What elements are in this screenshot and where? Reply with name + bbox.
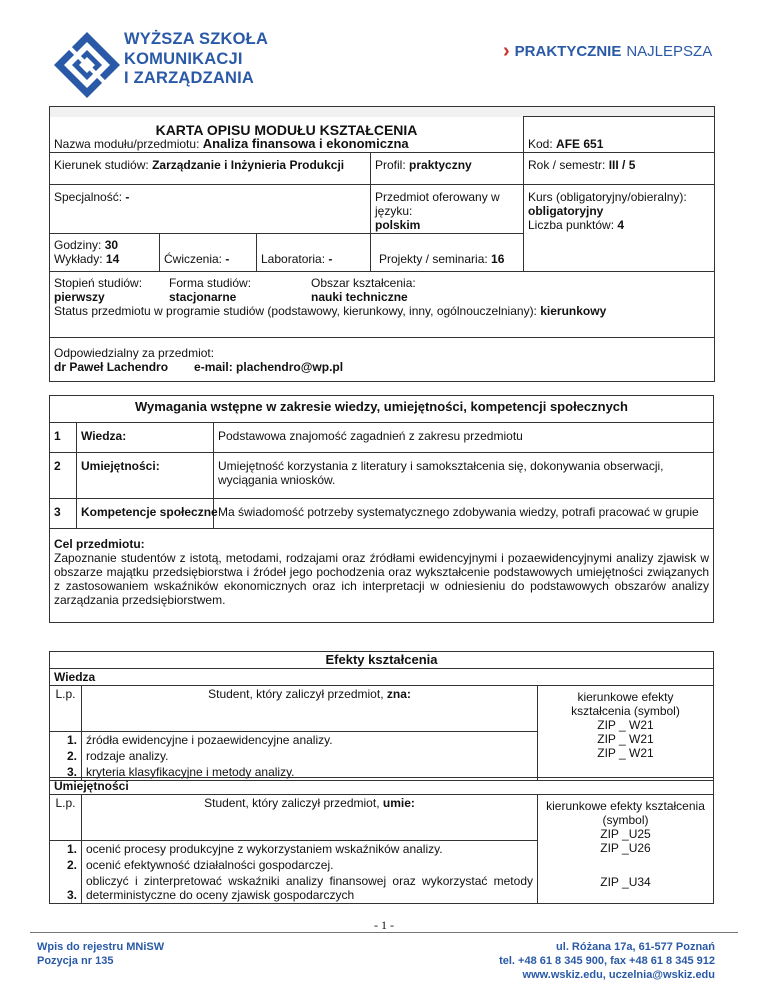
skills-heading: Umiejętności [54,779,129,793]
code-value: AFE 651 [556,137,604,151]
card-title: KARTA OPISU MODUŁU KSZTAŁCENIA [155,121,418,138]
language-value: polskim [375,218,421,232]
degree-label: Stopień studiów: [54,276,143,290]
knowledge-effects-table [49,651,714,781]
skills-text: obliczyć i zinterpretować wskaźniki analizy finansowej oraz wykorzystać metody deterministyczne do oceny zjawisk gospodarczych [82,873,538,904]
footer-registry-line2: Pozycja nr 135 [37,955,114,967]
responsible-label: Odpowiedzialny za przedmiot: [54,346,215,360]
skills-lp: L.p. [50,795,82,841]
knowledge-symbol-header: kierunkowe efekty kształcenia (symbol) [571,690,680,718]
skills-student-verb: umie: [382,796,415,810]
knowledge-student-header [82,686,538,732]
lab-label: Laboratoria: [261,252,329,266]
year-label: Rok / semestr: [528,158,609,172]
spec-cell [50,185,371,234]
points-value: 4 [617,218,625,232]
skills-symbol-cell [538,795,714,904]
knowledge-num: 1. [66,733,77,747]
hours-value: 30 [104,238,119,252]
area-value: nauki techniczne [311,290,408,304]
status-label: Status przedmiotu w programie studiów (podstawowy, kierunkowy, inny, ogólnouczelniany): [54,304,541,318]
hours-cell [50,234,160,272]
effects-title: Efekty kształcenia [50,652,714,669]
skills-num: 2. [66,858,77,872]
degree-block [54,276,169,304]
footer-contact [499,940,715,982]
knowledge-num: 2. [66,749,77,763]
school-name-line2: KOMUNIKACJI [124,49,243,68]
skills-effects-table [49,777,714,904]
skills-text: ocenić procesy produkcyjne z wykorzystaniem wskaźników analizy. [82,841,538,858]
school-name-line1: WYŻSZA SZKOŁA [124,30,269,48]
profile-label: Profil: [375,158,410,172]
chevron-right-icon: › [503,40,510,62]
requirement-label: Kompetencje społeczne [81,505,218,519]
knowledge-num: 3. [66,765,77,779]
knowledge-text: źródła ewidencyjne i pozaewidencyjne analizy. [82,732,538,749]
degree-status-cell [50,272,715,338]
spec-label: Specjalność: [54,190,126,204]
skills-symbol-header: kierunkowe efekty kształcenia (symbol) [546,799,705,827]
lectures-label: Wykłady: [54,252,106,266]
degree-value: pierwszy [54,290,105,304]
knowledge-symbol: ZIP _ W21 [597,718,654,732]
year-value: III / 5 [608,158,636,172]
area-label: Obszar kształcenia: [311,276,416,290]
skills-num: 3. [66,888,77,902]
school-name [124,30,268,89]
lectures-value: 14 [105,252,120,266]
requirement-num: 3 [54,505,61,519]
knowledge-text: rodzaje analizy. [82,748,538,764]
lab-value: - [328,252,333,266]
lab-cell [257,234,371,272]
requirement-label: Umiejętności: [81,459,160,473]
knowledge-text: kryteria klasyfikacyjne i metody analizy. [82,764,538,781]
field-label: Kierunek studiów: [54,158,153,172]
points-label: Liczba punktów: [528,218,618,232]
footer-divider [30,932,738,933]
skills-text: ocenić efektywność działalności gospodarczej. [82,857,538,873]
requirement-text: Ma świadomość potrzeby systematycznego zdobywania wiedzy, potrafi pracować w grupie [214,499,714,529]
year-cell [524,153,715,185]
page-number: - 1 - [374,918,394,932]
knowledge-symbol-cell [538,686,714,781]
code-cell [524,117,715,153]
school-logo-icon [52,30,122,100]
slogan-bold: PRAKTYCZNIE [514,43,622,60]
skills-student-prefix: Student, który zaliczył przedmiot, [204,796,383,810]
requirement-text: Umiejętność korzystania z literatury i samokształcenia się, dokonywania obserwacji, wyciągania wniosków. [214,453,714,499]
projects-label: Projekty / seminaria: [379,252,492,266]
course-cell [524,185,715,272]
module-name-value: Analiza finansowa i ekonomiczna [202,135,409,151]
field-value: Zarządzanie i Inżynieria Produkcji [152,158,345,172]
status-value: kierunkowy [540,304,607,318]
knowledge-symbol: ZIP _ W21 [597,732,654,746]
form-block [169,276,311,304]
slogan [503,40,713,62]
responsible-name: dr Paweł Lachendro [54,360,169,374]
knowledge-symbol: ZIP _ W21 [597,746,654,760]
requirements-title: Wymagania wstępne w zakresie wiedzy, umiejętności, kompetencji społecznych [50,396,714,423]
form-value: stacjonarne [169,290,237,304]
requirement-num: 1 [54,429,61,443]
goal-text: Zapoznanie studentów z istotą, metodami, rodzajami oraz źródłami ewidencyjnymi i pozaewidencyjnymi analizy zjawisk w obszarze majątku przedsiębiorstwa i źródeł jego pochodzenia oraz wykształcenie podstawowych umiejętności związanych z zastosowaniem wskaźników ekonomicznych oraz ich interpretacji w odniesieniu do podstawowych obszarów analizy zarządzania przedsiębiorstwem. [54,551,709,607]
profile-cell [371,153,524,185]
projects-value: 16 [491,252,505,266]
profile-value: praktyczny [409,158,472,172]
language-label: Przedmiot oferowany w języku: [375,190,500,218]
card-top-strip [50,107,715,117]
requirement-label: Wiedza: [81,429,127,443]
skills-symbol: ZIP _U25 [600,827,651,841]
skills-student-header [82,795,538,841]
form-label: Forma studiów: [169,276,252,290]
area-block [311,276,416,304]
responsible-cell [50,338,715,382]
footer-registry-line1: Wpis do rejestru MNiSW [37,941,165,953]
footer-web: www.wskiz.edu, uczelnia@wskiz.edu [522,969,715,981]
spec-value: - [125,190,130,204]
requirements-table [49,395,714,623]
slogan-rest: NAJLEPSZA [626,43,713,60]
requirement-row [50,453,714,499]
requirement-num: 2 [54,459,61,473]
knowledge-student-verb: zna: [386,687,411,701]
course-label: Kurs (obligatoryjny/obieralny): [528,190,687,204]
module-card-table [49,106,715,382]
school-name-line3: I ZARZĄDZANIA [124,69,254,87]
exercises-label: Ćwiczenia: [164,252,226,266]
knowledge-heading: Wiedza [54,670,96,684]
field-cell [50,153,371,185]
skills-symbol: ZIP _U34 [600,875,651,889]
responsible-email: e-mail: plachendro@wp.pl [194,360,344,374]
requirement-row [50,423,714,453]
module-name-label: Nazwa modułu/przedmiotu: [54,136,203,151]
code-label: Kod: [528,137,557,151]
goal-cell [50,529,714,623]
goal-label: Cel przedmiotu: [54,537,145,551]
hours-label: Godziny: [54,238,105,252]
knowledge-student-prefix: Student, który zaliczył przedmiot, [208,687,387,701]
language-cell [371,185,524,234]
exercises-cell [160,234,257,272]
footer-phone: tel. +48 61 8 345 900, fax +48 61 8 345 912 [499,955,715,967]
requirement-text: Podstawowa znajomość zagadnień z zakresu przedmiotu [214,423,714,453]
module-name-cell [50,117,524,153]
projects-cell [371,234,524,272]
course-value: obligatoryjny [528,204,604,218]
exercises-value: - [225,252,230,266]
requirement-row [50,499,714,529]
footer-address: ul. Różana 17a, 61-577 Poznań [556,941,715,953]
skills-symbol: ZIP _U26 [600,841,651,855]
skills-num: 1. [66,842,77,856]
footer-registry [37,940,164,968]
knowledge-lp: L.p. [50,686,82,732]
